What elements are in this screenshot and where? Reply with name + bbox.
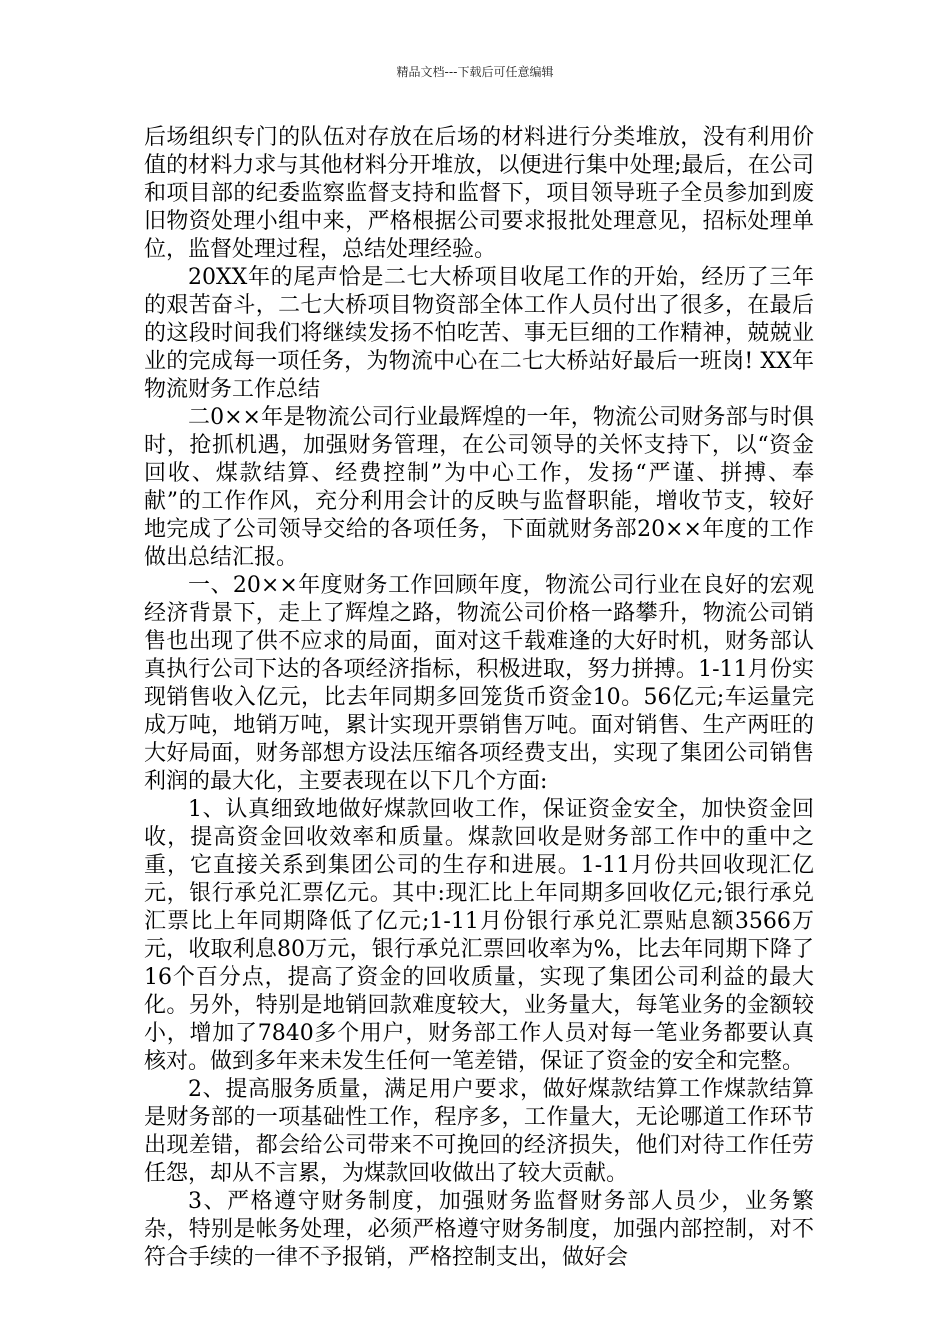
paragraph-1: 后场组织专门的队伍对存放在后场的材料进行分类堆放，没有利用价值的材料力求与其他材料分开堆放，以便进行集中处理;最后，在公司和项目部的纪委监察监督支持和监督下，项目领导班子全员参加到废旧物资处理小组中来，严格根据公司要求报批处理意见，招标处理单位，监督处理过程，总结处理经验。 — [144, 125, 814, 262]
paragraph-2: 20XX年的尾声恰是二七大桥项目收尾工作的开始，经历了三年的艰苦奋斗，二七大桥项目物资部全体工作人员付出了很多，在最后的这段时间我们将继续发扬不怕吃苦、事无巨细的工作精神，兢兢业业的完成每一项任务，为物流中心在二七大桥站好最后一班岗! XX年物流财务工作总结 — [144, 265, 814, 402]
document-body — [144, 124, 814, 1272]
page-header: 精品文档---下载后可任意编辑 — [396, 65, 554, 79]
paragraph-7: 3、严格遵守财务制度，加强财务监督财务部人员少，业务繁杂，特别是帐务处理，必须严格遵守财务制度，加强内部控制，对不符合手续的一律不予报销，严格控制支出，做好会 — [144, 1189, 814, 1270]
paragraph-3: 二0××年是物流公司行业最辉煌的一年，物流公司财务部与时俱时，抢抓机遇，加强财务管理，在公司领导的关怀支持下，以“资金回收、煤款结算、经费控制”为中心工作，发扬“严谨、拼搏、奉献”的工作作风，充分利用会计的反映与监督职能，增收节支，较好地完成了公司领导交给的各项任务，下面就财务部20××年度的工作做出总结汇报。 — [144, 405, 814, 570]
paragraph-4: 一、20××年度财务工作回顾年度，物流公司行业在良好的宏观经济背景下，走上了辉煌之路，物流公司价格一路攀升，物流公司销售也出现了供不应求的局面，面对这千载难逢的大好时机，财务部认真执行公司下达的各项经济指标，积极进取，努力拼搏。1-11月份实现销售收入亿元，比去年同期多回笼货币资金10。56亿元;车运量完成万吨，地销万吨，累计实现开票销售万吨。面对销售、生产两旺的大好局面，财务部想方设法压缩各项经费支出，实现了集团公司销售利润的最大化，主要表现在以下几个方面: — [144, 573, 814, 794]
paragraph-5: 1、认真细致地做好煤款回收工作，保证资金安全，加快资金回收，提高资金回收效率和质量。煤款回收是财务部工作中的重中之重，它直接关系到集团公司的生存和进展。1-11月份共回收现汇亿元，银行承兑汇票亿元。其中:现汇比上年同期多回收亿元;银行承兑汇票比上年同期降低了亿元;1-11月份银行承兑汇票贴息额3566万元，收取利息80万元，银行承兑汇票回收率为%，比去年同期下降了16个百分点，提高了资金的回收质量，实现了集团公司利益的最大化。另外，特别是地销回款难度较大，业务量大，每笔业务的金额较小，增加了7840多个用户，财务部工作人员对每一笔业务都要认真核对。做到多年来未发生任何一笔差错，保证了资金的安全和完整。 — [144, 797, 814, 1074]
paragraph-6: 2、提高服务质量，满足用户要求，做好煤款结算工作煤款结算是财务部的一项基础性工作，程序多，工作量大，无论哪道工作环节出现差错，都会给公司带来不可挽回的经济损失，他们对待工作任劳任怨，却从不言累，为煤款回收做出了较大贡献。 — [144, 1077, 814, 1186]
